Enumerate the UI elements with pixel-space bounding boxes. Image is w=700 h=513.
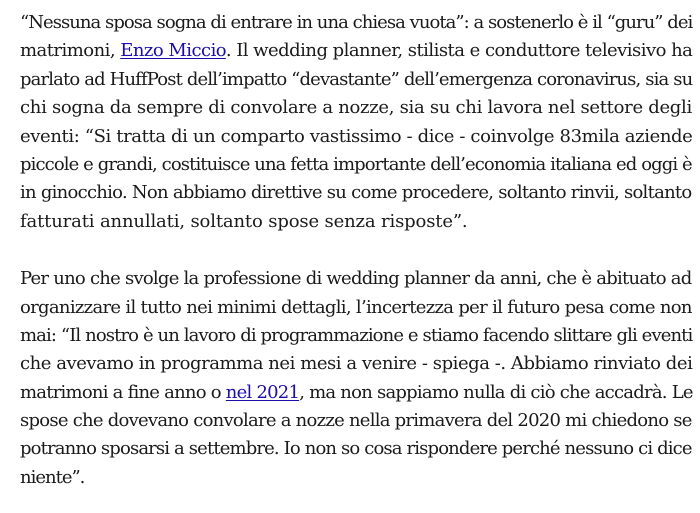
- text-line: eventi: “Si tratta di un comparto vastissimo - dice - coinvolge 83mila aziende: [20, 125, 693, 147]
- article-paragraph-1: [20, 9, 700, 236]
- text-line: [20, 379, 700, 407]
- text-segment: , ma non sappiamo nulla di ciò che accadrà. Le: [299, 381, 693, 403]
- text-line: “Nessuna sposa sogna di entrare in una chiesa vuota”: a sostenerlo è il “guru” dei: [20, 12, 693, 33]
- text-line: parlato ad HuffPost dell’impatto “devastante” dell’emergenza coronavirus, sia su: [20, 68, 693, 90]
- article-body: [20, 9, 700, 492]
- text-line: [20, 37, 700, 65]
- text-line: in ginocchio. Non abbiamo direttive su come procedere, soltanto rinvii, soltanto: [20, 182, 692, 204]
- text-line: Per uno che svolge la professione di wedding planner da anni, che è abituato ad: [20, 268, 692, 290]
- text-line: fatturati annullati, soltanto spose senza risposte”.: [20, 210, 468, 232]
- text-segment: matrimoni,: [20, 40, 121, 62]
- text-line: che avevamo in programma nei mesi a venire - spiega -. Abbiamo rinviato dei: [20, 353, 693, 375]
- text-line: mai: “Il nostro è un lavoro di programmazione e stiamo facendo slittare gli eventi: [20, 324, 693, 346]
- enzo-miccio-link[interactable]: Enzo Miccio: [120, 40, 226, 62]
- text-line: piccole e grandi, costituisce una fetta importante dell’economia italiana ed oggi è: [20, 153, 692, 175]
- text-line: chi sogna da sempre di convolare a nozze, sia su chi lavora nel settore degli: [20, 97, 692, 119]
- text-line: niente”.: [20, 466, 85, 488]
- nel-2021-link[interactable]: nel 2021: [225, 381, 300, 403]
- text-segment: . Il wedding planner, stilista e conduttore televisivo ha: [225, 40, 693, 62]
- text-line: spose che dovevano convolare a nozze nella primavera del 2020 mi chiedono se: [20, 410, 692, 432]
- text-line: organizzare il tutto nei minimi dettagli, l’incertezza per il futuro pesa come non: [20, 296, 692, 318]
- text-segment: matrimoni a fine anno o: [20, 381, 226, 403]
- article-paragraph-2: [20, 265, 700, 492]
- text-line: potranno sposarsi a settembre. Io non so cosa rispondere perché nessuno ci dice: [20, 438, 692, 460]
